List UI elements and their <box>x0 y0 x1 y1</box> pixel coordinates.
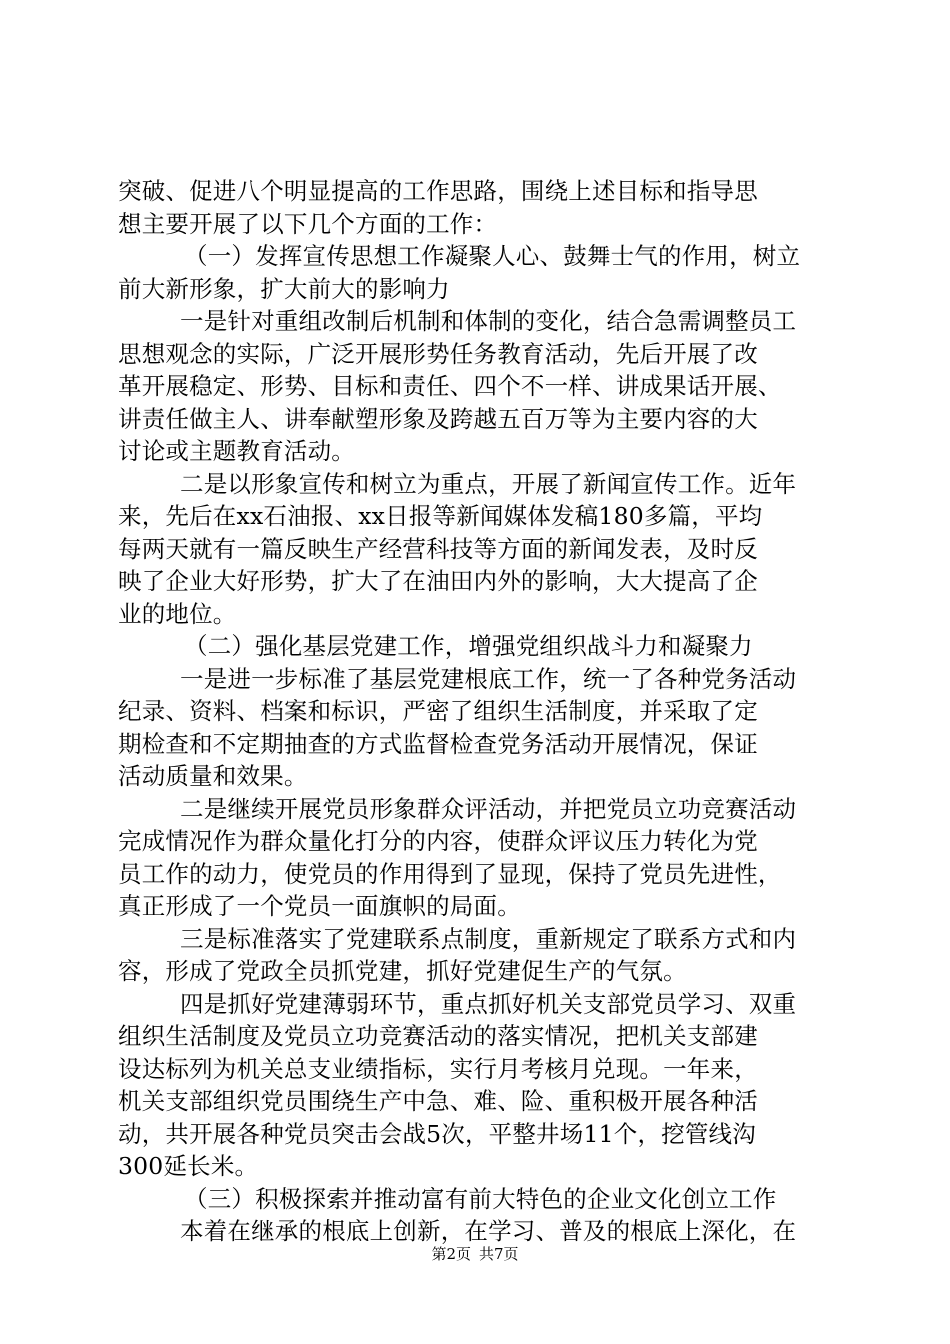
text-line: 期检查和不定期抽查的方式监督检查党务活动开展情况，保证 <box>118 729 758 758</box>
text-line: 思想观念的实际，广泛开展形势任务教育活动，先后开展了改 <box>118 339 758 368</box>
text-line: 完成情况作为群众量化打分的内容，使群众评议压力转化为党 <box>118 827 758 855</box>
text-line: 员工作的动力，使党员的作用得到了显现，保持了党员先进性， <box>118 859 782 888</box>
text-line: 纪录、资料、档案和标识，严密了组织生活制度，并采取了定 <box>118 697 758 725</box>
section-heading-2: （二）强化基层党建工作，增强党组织战斗力和凝聚力 <box>184 632 753 660</box>
paragraph-start: 一是针对重组改制后机制和体制的变化，结合急需调整员工 <box>180 307 797 335</box>
text-line: 真正形成了一个党员一面旗帜的局面。 <box>118 892 521 920</box>
paragraph-start: 四是抓好党建薄弱环节，重点抓好机关支部党员学习、双重 <box>180 989 797 1018</box>
paragraph-start: 一是进一步标准了基层党建根底工作，统一了各种党务活动 <box>180 664 797 693</box>
paragraph-start: 二是以形象宣传和树立为重点，开展了新闻宣传工作。近年 <box>180 469 797 498</box>
text-line: 每两天就有一篇反映生产经营科技等方面的新闻发表，及时反 <box>118 534 758 563</box>
text-line: 组织生活制度及党员立功竞赛活动的落实情况，把机关支部建 <box>118 1022 758 1050</box>
text-line: 想主要开展了以下几个方面的工作： <box>118 209 498 238</box>
text-line: 活动质量和效果。 <box>118 762 308 790</box>
page-total: 共7页 <box>479 1245 519 1263</box>
document-body <box>118 175 838 1248</box>
text-line: 讨论或主题教育活动。 <box>118 437 355 465</box>
text-line: 动，共开展各种党员突击会战5次，平整井场11个，挖管线沟 <box>118 1119 756 1148</box>
section-heading-1: （一）发挥宣传思想工作凝聚人心、鼓舞士气的作用，树立 <box>184 242 801 270</box>
text-line: 300延长米。 <box>118 1152 259 1180</box>
text-line: 容，形成了党政全员抓党建，抓好党建促生产的气氛。 <box>118 957 687 985</box>
page-footer <box>0 1244 950 1264</box>
paragraph-start: 本着在继承的根底上创新，在学习、普及的根底上深化，在 <box>180 1217 797 1245</box>
text-line: 突破、促进八个明显提高的工作思路，围绕上述目标和指导思 <box>118 177 758 205</box>
section-heading-3: （三）积极探索并推动富有前大特色的企业文化创立工作 <box>184 1184 777 1213</box>
paragraph-start: 二是继续开展党员形象群众评活动，并把党员立功竞赛活动 <box>180 794 797 823</box>
text-line: 来，先后在xx石油报、xx日报等新闻媒体发稿180多篇，平均 <box>118 502 763 530</box>
text-line: 映了企业大好形势，扩大了在油田内外的影响，大大提高了企 <box>118 567 758 595</box>
text-line: 前大新形象，扩大前大的影响力 <box>118 274 450 303</box>
text-line: 设达标列为机关总支业绩指标，实行月考核月兑现。一年来， <box>118 1054 758 1083</box>
text-line: 讲责任做主人、讲奉献塑形象及跨越五百万等为主要内容的大 <box>118 404 758 433</box>
text-line: 业的地位。 <box>118 599 237 628</box>
paragraph-start: 三是标准落实了党建联系点制度，重新规定了联系方式和内 <box>180 924 797 953</box>
text-line: 机关支部组织党员围绕生产中急、难、险、重积极开展各种活 <box>118 1087 758 1115</box>
text-line: 革开展稳定、形势、目标和责任、四个不一样、讲成果话开展、 <box>118 372 782 400</box>
page-number: 第2页 <box>431 1245 471 1263</box>
